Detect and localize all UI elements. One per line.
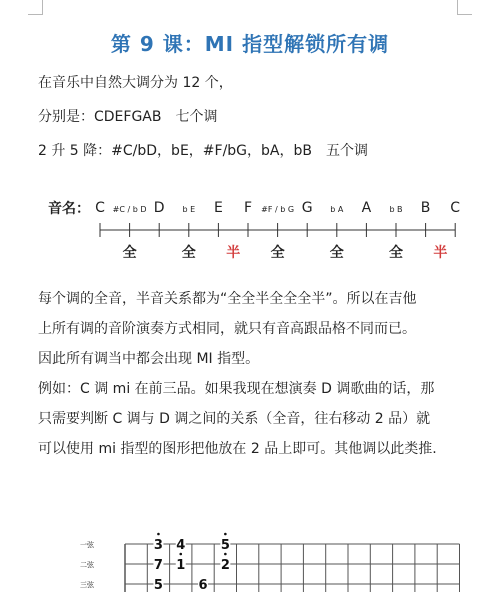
note-label: C: [95, 200, 105, 216]
paragraph-line: 可以使用 mi 指型的图形把他放在 2 品上即可。其他调以此类推.: [38, 441, 437, 457]
paragraph-line: 上所有调的音阶演奏方式相同，就只有音高跟品格不同而已。: [38, 321, 416, 337]
accidental-note-label: b E: [182, 205, 196, 214]
accidental-note-label: #C / b D: [112, 205, 147, 214]
explanation-paragraph: [38, 284, 468, 464]
paragraph-line: 每个调的全音，半音关系都为“全全半全全全半”。所以在吉他: [38, 291, 417, 307]
half-step-label: 半: [226, 245, 241, 261]
paragraph-line: 只需要判断 C 调与 D 调之间的关系（全音，往右移动 2 品）就: [38, 411, 431, 427]
note-label: C: [450, 200, 461, 216]
string-label: 二弦: [80, 561, 94, 569]
intro-line-2: 分别是：CDEFGAB 七个调: [38, 109, 218, 125]
whole-step-label: 全: [181, 245, 196, 261]
intro-line-3: 2 升 5 降：#C/bD，bE，#F/bG，bA，bB 五个调: [38, 143, 368, 159]
note-label: F: [243, 200, 253, 216]
string-label: 一弦: [80, 541, 94, 549]
tab-note-number: 3: [153, 538, 163, 553]
paragraph-line: 因此所有调当中都会出现 MI 指型。: [38, 351, 260, 367]
accidental-note-label: b A: [330, 205, 344, 214]
tab-note-number: 4: [176, 538, 186, 553]
page-corner-mark-left: [28, 0, 43, 15]
note-label: B: [420, 200, 431, 216]
octave-dot: [179, 553, 182, 556]
accidental-note-label: #F / b G: [261, 205, 295, 214]
tab-note-number: 5: [153, 578, 163, 592]
octave-dot: [224, 533, 227, 536]
tab-note-number: 7: [153, 558, 163, 573]
whole-step-label: 全: [329, 245, 344, 261]
guitar-fretboard-tab: [70, 532, 490, 592]
whole-step-label: 全: [389, 245, 403, 261]
tab-note-number: 5: [220, 538, 230, 553]
whole-step-label: 全: [122, 245, 137, 261]
string-label: 三弦: [80, 581, 94, 589]
half-step-label: 半: [433, 245, 448, 261]
intro-line-1: 在音乐中自然大调分为 12 个，: [38, 75, 233, 91]
page-corner-mark-right: [457, 0, 472, 15]
note-label: D: [153, 200, 165, 216]
octave-dot: [224, 553, 227, 556]
scale-label: 音名：: [48, 201, 90, 217]
note-label: G: [301, 200, 313, 216]
tab-note-number: 6: [198, 578, 208, 592]
octave-dot: [157, 533, 160, 536]
lesson-title: 第 9 课：MI 指型解锁所有调: [110, 32, 390, 56]
note-label: E: [213, 200, 223, 216]
accidental-note-label: b B: [389, 205, 403, 214]
note-scale-diagram: [40, 192, 470, 272]
paragraph-line: 例如：C 调 mi 在前三品。如果我现在想演奏 D 调歌曲的话，那: [38, 381, 435, 397]
note-label: A: [361, 200, 372, 216]
tab-note-number: 1: [176, 558, 186, 573]
whole-step-label: 全: [270, 245, 285, 261]
tab-note-number: 2: [220, 558, 230, 573]
